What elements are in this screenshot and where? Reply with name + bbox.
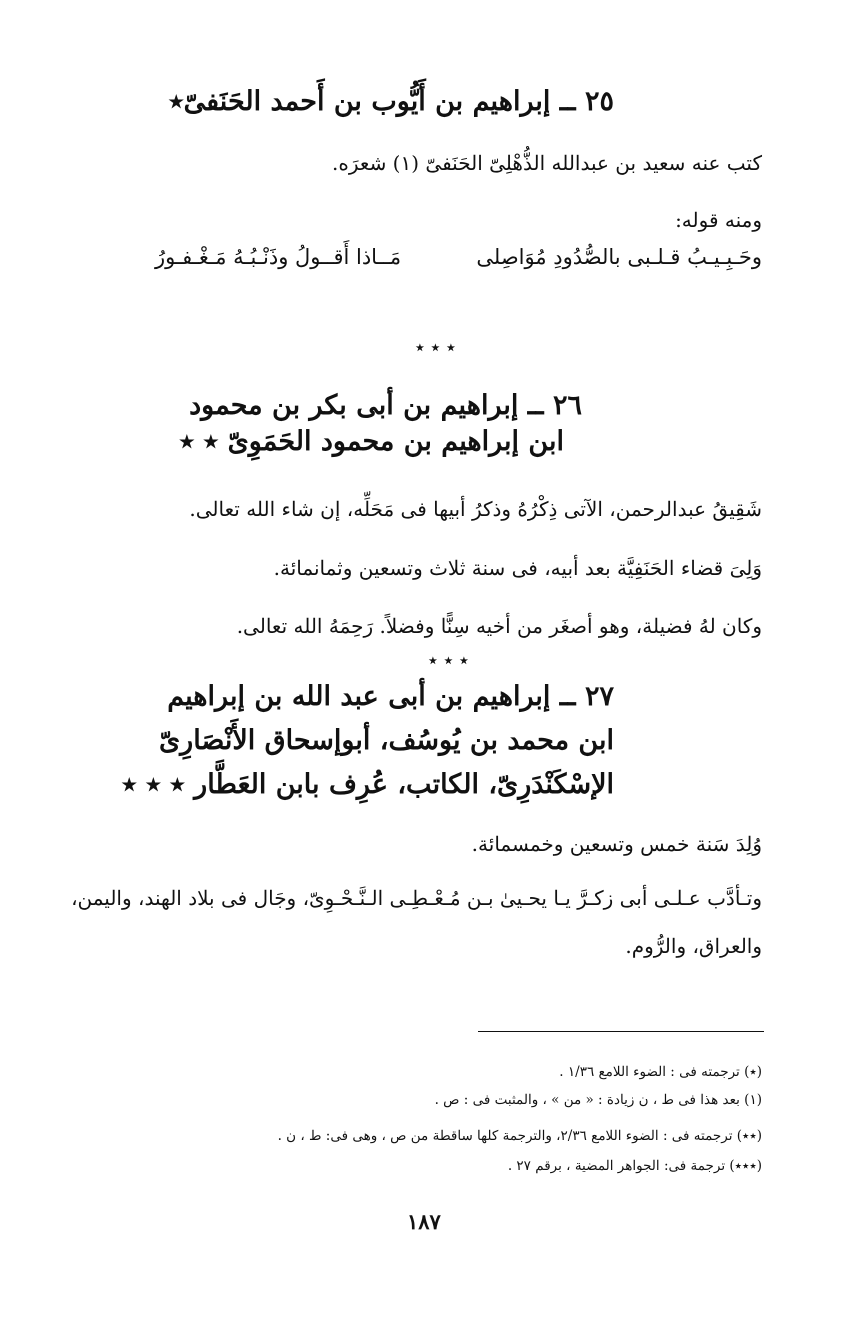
footnote-3: (٭٭) ترجمته فى : الضوء اللامع ٢/٣٦، والترجمة كلها ساقطة من ص ، وهى فى: ط ، ن . — [277, 1128, 762, 1144]
entry-27-line2: وتـأدَّب عـلـى أبى زكـرَّ يـا يحـيىٰ بـن مُـعْـطِـى الـنَّـحْـوِىّ، وجَال فى بلاد الهند، واليمن، — [71, 886, 762, 910]
entry-25-line: كتب عنه سعيد بن عبدالله الذُّهْلِىّ الحَنَفىّ (١) شعرَه. — [332, 151, 762, 175]
entry-27-line3: والعراق، والرُّوم. — [625, 934, 762, 958]
entry-26-line2: وَلِىَ قضاء الحَنَفِيَّة بعد أبيه، فى سنة ثلاث وتسعين وثمانمائة. — [273, 556, 762, 580]
entry-27-heading-line1: ٢٧ ــ إبراهيم بن أبى عبد الله بن إبراهيم — [167, 681, 614, 712]
page-number: ١٨٧ — [407, 1209, 441, 1234]
verse-first-hemistich: وحَـبِـيـبُ قـلـبى بالصُّدُودِ مُوَاصِلى — [476, 245, 762, 269]
footnote-4: (٭٭٭) ترجمة فى: الجواهر المضية ، برقم ٢٧ . — [507, 1158, 762, 1174]
footnote-1: (٭) ترجمته فى : الضوء اللامع ١/٣٦ . — [559, 1064, 762, 1080]
entry-26-heading-line1: ٢٦ ــ إبراهيم بن أبى بكر بن محمود — [189, 390, 582, 421]
section-separator: ٭ ٭ ٭ — [415, 337, 456, 358]
section-separator: ٭ ٭ ٭ — [428, 650, 469, 671]
footnote-separator — [478, 1031, 764, 1032]
entry-25-intro: ومنه قوله: — [675, 208, 762, 232]
entry-25-heading: ٢٥ ــ إبراهيم بن أَيُّوب بن أَحمد الحَنَفىّ٭ — [168, 86, 614, 117]
entry-27-heading-line3: الإسْكَنْدَرِىّ، الكاتب، عُرِف بابن العَطَّار ٭ ٭ ٭ — [121, 769, 614, 800]
entry-26-heading-line2: ابن إبراهيم بن محمود الحَمَوِىّ ٭ ٭ — [179, 426, 564, 457]
entry-26-line3: وكان لهُ فضيلة، وهو أصغَر من أخيه سِنًّا وفضلاً. رَحِمَهُ الله تعالى. — [236, 614, 762, 638]
entry-27-heading-line2: ابن محمد بن يُوسُف، أبوإسحاق الأَنْصَارِىّ — [159, 725, 614, 756]
entry-27-line1: وُلِدَ سَنة خمس وتسعين وخمسمائة. — [471, 832, 762, 856]
footnote-2: (١) بعد هذا فى ط ، ن زيادة : « من » ، والمثبت فى : ص . — [434, 1092, 762, 1108]
entry-26-line1: شَقِيقُ عبدالرحمن، الآتى ذِكْرُهُ وذكرُ أبيها فى مَحَلِّه، إن شاء الله تعالى. — [189, 497, 762, 521]
verse-second-hemistich: مَــاذا أَقــولُ وذَنْـبُـهُ مَـغْـفـورُ — [155, 245, 402, 269]
